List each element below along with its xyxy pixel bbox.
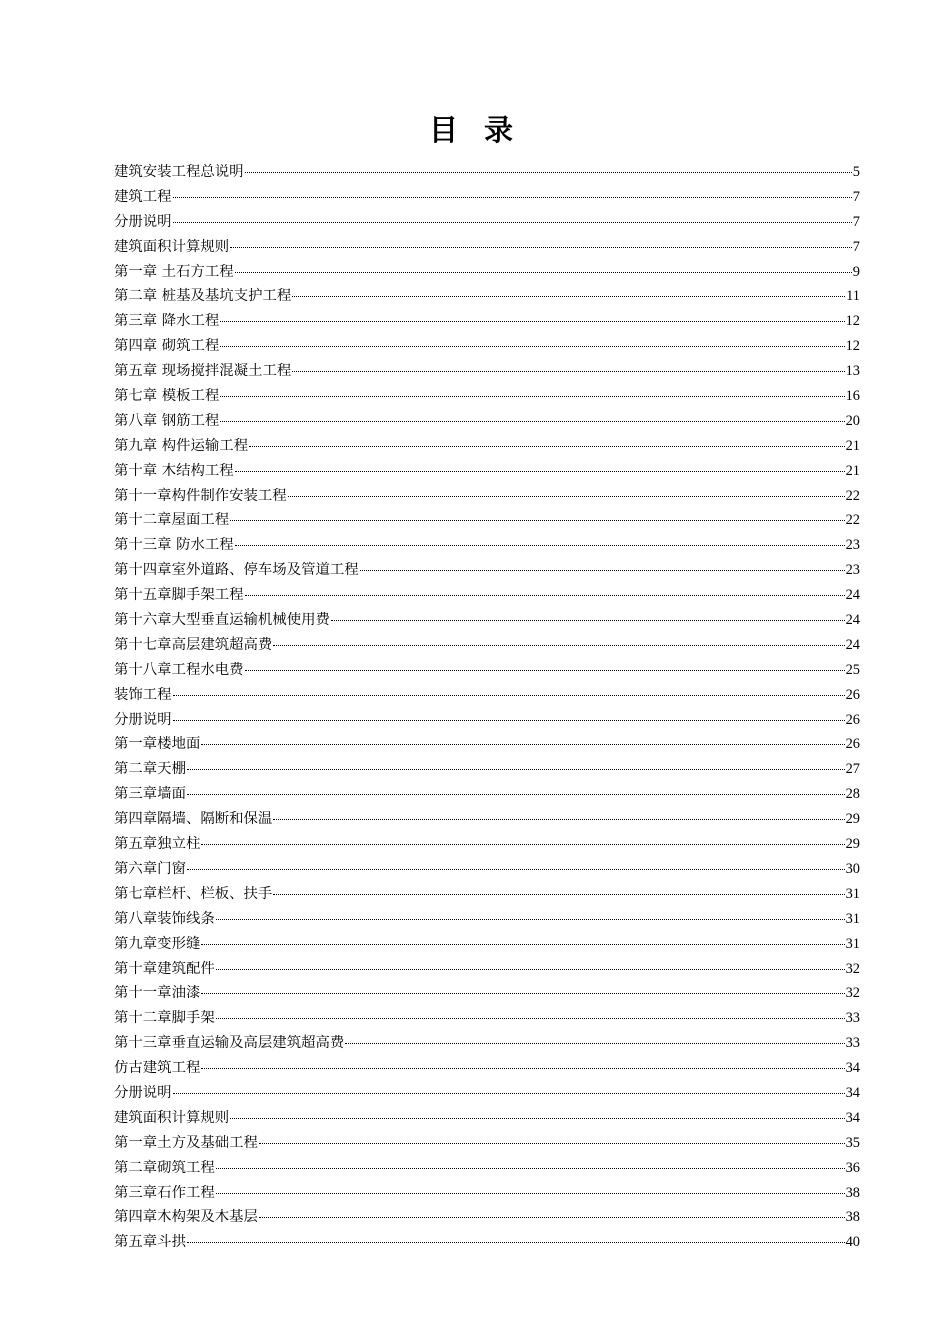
toc-entry-page-number: 24	[845, 612, 860, 629]
toc-entry-page-number: 5	[852, 164, 860, 180]
toc-dot-leader	[173, 1093, 845, 1094]
toc-entry[interactable]	[114, 782, 860, 807]
toc-entry[interactable]	[114, 508, 860, 533]
toc-entry-page-number: 36	[845, 1159, 860, 1176]
toc-entry[interactable]	[114, 409, 860, 434]
toc-entry[interactable]	[114, 1131, 860, 1156]
toc-entry-page-number: 32	[845, 960, 860, 977]
toc-dot-leader	[187, 769, 845, 770]
toc-entry-label: 第三章墙面	[114, 786, 186, 803]
toc-dot-leader	[187, 794, 845, 795]
toc-entry-page-number: 33	[845, 1010, 860, 1027]
toc-entry-label: 第十一章油漆	[114, 985, 201, 1002]
toc-entry[interactable]	[114, 334, 860, 359]
toc-entry-page-number: 24	[845, 587, 860, 604]
toc-dot-leader	[201, 1068, 844, 1069]
toc-entry-label: 分册说明	[114, 1084, 172, 1101]
toc-dot-leader	[230, 1118, 844, 1119]
toc-entry-label: 第九章 构件运输工程	[114, 437, 249, 454]
toc-entry-label: 第十章 木结构工程	[114, 462, 234, 479]
toc-dot-leader	[173, 197, 852, 198]
toc-dot-leader	[230, 247, 852, 248]
toc-entry-label: 第九章变形缝	[114, 935, 201, 952]
toc-entry[interactable]	[114, 1031, 860, 1056]
toc-entry-label: 第十二章屋面工程	[114, 512, 230, 529]
toc-entry-label: 第二章 桩基及基坑支护工程	[114, 288, 292, 305]
toc-entry-label: 分册说明	[114, 711, 172, 728]
toc-dot-leader	[235, 272, 852, 273]
toc-entry-page-number: 12	[845, 338, 860, 355]
toc-entry[interactable]	[114, 807, 860, 832]
toc-entry-page-number: 33	[845, 1035, 860, 1052]
toc-entry[interactable]	[114, 957, 860, 982]
toc-dot-leader	[235, 471, 845, 472]
toc-dot-leader	[216, 1168, 845, 1169]
toc-entry-page-number: 12	[845, 313, 860, 330]
toc-entry-page-number: 32	[845, 985, 860, 1002]
toc-entry-label: 第十三章垂直运输及高层建筑超高费	[114, 1035, 345, 1052]
toc-entry[interactable]	[114, 981, 860, 1006]
toc-dot-leader	[230, 520, 844, 521]
toc-entry[interactable]	[114, 1006, 860, 1031]
toc-entry-page-number: 38	[845, 1184, 860, 1201]
toc-entry-label: 第四章 砌筑工程	[114, 338, 220, 355]
toc-entry-page-number: 38	[845, 1209, 860, 1226]
toc-entry[interactable]	[114, 732, 860, 757]
toc-dot-leader	[201, 744, 844, 745]
toc-entry-page-number: 31	[845, 885, 860, 902]
toc-entry-page-number: 16	[845, 388, 860, 405]
toc-entry-page-number: 26	[845, 736, 860, 753]
toc-entry-page-number: 34	[845, 1060, 860, 1077]
toc-entry-label: 第十四章室外道路、停车场及管道工程	[114, 562, 359, 579]
toc-entry-label: 第五章独立柱	[114, 836, 201, 853]
toc-entry-label: 第二章砌筑工程	[114, 1159, 215, 1176]
toc-entry[interactable]	[114, 384, 860, 409]
toc-entry-label: 第六章门窗	[114, 860, 186, 877]
toc-entry-label: 第三章 降水工程	[114, 313, 220, 330]
toc-entry[interactable]	[114, 583, 860, 608]
toc-dot-leader	[220, 321, 844, 322]
toc-dot-leader	[173, 720, 845, 721]
toc-dot-leader	[216, 1193, 845, 1194]
toc-entry[interactable]	[114, 558, 860, 583]
toc-entry-label: 建筑安装工程总说明	[114, 164, 244, 180]
toc-entry-label: 第八章 钢筋工程	[114, 412, 220, 429]
toc-entry-page-number: 22	[845, 512, 860, 529]
toc-entry-label: 建筑工程	[114, 188, 172, 205]
toc-entry[interactable]	[114, 1181, 860, 1206]
toc-entry-label: 第十三章 防水工程	[114, 537, 234, 554]
toc-entry-label: 第十一章构件制作安装工程	[114, 487, 287, 504]
toc-dot-leader	[345, 1043, 844, 1044]
toc-entry[interactable]	[114, 284, 860, 309]
toc-entry[interactable]	[114, 434, 860, 459]
toc-dot-leader	[220, 396, 844, 397]
toc-entry[interactable]	[114, 1156, 860, 1181]
toc-dot-leader	[187, 869, 845, 870]
toc-dot-leader	[235, 545, 845, 546]
toc-entry-label: 第四章木构架及木基层	[114, 1209, 258, 1226]
toc-entry[interactable]	[114, 1081, 860, 1106]
toc-entry-page-number: 22	[845, 487, 860, 504]
toc-entry[interactable]	[114, 1056, 860, 1081]
toc-entry[interactable]	[114, 260, 860, 285]
toc-entry-label: 第五章斗拱	[114, 1234, 186, 1251]
toc-entry-label: 第一章土方及基础工程	[114, 1134, 258, 1151]
toc-entry-page-number: 34	[845, 1109, 860, 1126]
toc-entry-label: 第十章建筑配件	[114, 960, 215, 977]
toc-dot-leader	[216, 1018, 845, 1019]
toc-entry[interactable]	[114, 857, 860, 882]
toc-entry[interactable]	[114, 484, 860, 509]
toc-entry[interactable]	[114, 1205, 860, 1230]
toc-entry-page-number: 23	[845, 562, 860, 579]
toc-entry[interactable]	[114, 160, 860, 185]
toc-entry-page-number: 23	[845, 537, 860, 554]
toc-entry[interactable]	[114, 210, 860, 235]
toc-entry[interactable]	[114, 633, 860, 658]
toc-dot-leader	[292, 371, 844, 372]
toc-entry-label: 建筑面积计算规则	[114, 1109, 230, 1126]
toc-dot-leader	[201, 993, 844, 994]
toc-entry-label: 第七章栏杆、栏板、扶手	[114, 885, 273, 902]
toc-entry-label: 仿古建筑工程	[114, 1060, 201, 1077]
toc-entry-page-number: 24	[845, 636, 860, 653]
toc-entry[interactable]	[114, 832, 860, 857]
toc-dot-leader	[259, 1143, 845, 1144]
toc-dot-leader	[273, 645, 844, 646]
toc-dot-leader	[331, 620, 845, 621]
toc-dot-leader	[273, 819, 844, 820]
toc-entry[interactable]	[114, 235, 860, 260]
toc-entry-page-number: 20	[845, 412, 860, 429]
toc-dot-leader	[220, 421, 844, 422]
toc-dot-leader	[216, 919, 845, 920]
toc-entry-page-number: 35	[845, 1134, 860, 1151]
toc-entry-page-number: 9	[852, 263, 860, 280]
toc-dot-leader	[201, 944, 844, 945]
toc-entry[interactable]	[114, 683, 860, 708]
toc-entry-page-number: 26	[845, 686, 860, 703]
toc-dot-leader	[245, 595, 845, 596]
toc-dot-leader	[187, 1242, 845, 1243]
toc-entry-page-number: 7	[852, 238, 860, 255]
toc-entry-page-number: 7	[852, 188, 860, 205]
toc-entry[interactable]	[114, 907, 860, 932]
toc-entry-label: 第十七章高层建筑超高费	[114, 636, 273, 653]
toc-entry[interactable]	[114, 459, 860, 484]
toc-entry-page-number: 31	[845, 935, 860, 952]
toc-entry-label: 第十五章脚手架工程	[114, 587, 244, 604]
toc-entry-label: 第一章楼地面	[114, 736, 201, 753]
toc-dot-leader	[216, 969, 845, 970]
toc-entry-page-number: 29	[845, 836, 860, 853]
toc-entry-label: 第三章石作工程	[114, 1184, 215, 1201]
toc-entry-page-number: 11	[846, 288, 860, 305]
toc-dot-leader	[273, 894, 844, 895]
toc-entry-page-number: 29	[845, 811, 860, 828]
toc-dot-leader	[173, 222, 852, 223]
toc-entry[interactable]	[114, 533, 860, 558]
toc-entry-page-number: 30	[845, 860, 860, 877]
toc-entry-label: 第七章 模板工程	[114, 388, 220, 405]
toc-dot-leader	[249, 446, 845, 447]
toc-dot-leader	[201, 844, 844, 845]
toc-entry[interactable]	[114, 608, 860, 633]
toc-entry[interactable]	[114, 359, 860, 384]
toc-entry-label: 第十八章工程水电费	[114, 661, 244, 678]
toc-entry[interactable]	[114, 658, 860, 683]
toc-entry-page-number: 28	[845, 786, 860, 803]
toc-entry[interactable]	[114, 757, 860, 782]
toc-entry-page-number: 40	[845, 1234, 860, 1251]
toc-entry-page-number: 26	[845, 711, 860, 728]
toc-entry-page-number: 25	[845, 661, 860, 678]
toc-entry-label: 第十六章大型垂直运输机械使用费	[114, 612, 330, 629]
toc-entry-page-number: 27	[845, 761, 860, 778]
toc-entry[interactable]	[114, 708, 860, 733]
toc-entry-label: 第八章装饰线条	[114, 910, 215, 927]
toc-entry[interactable]	[114, 1106, 860, 1131]
toc-entry[interactable]	[114, 932, 860, 957]
toc-entry-page-number: 31	[845, 910, 860, 927]
toc-entry[interactable]	[114, 1230, 860, 1255]
toc-entry-page-number: 21	[845, 462, 860, 479]
toc-dot-leader	[173, 695, 845, 696]
toc-entry-label: 第一章 土石方工程	[114, 263, 234, 280]
toc-entry-label: 装饰工程	[114, 686, 172, 703]
toc-list	[114, 160, 860, 1255]
toc-dot-leader	[245, 670, 845, 671]
toc-entry[interactable]	[114, 882, 860, 907]
toc-entry-page-number: 34	[845, 1084, 860, 1101]
toc-entry-label: 建筑面积计算规则	[114, 238, 230, 255]
toc-entry-label: 第五章 现场搅拌混凝土工程	[114, 363, 292, 380]
toc-dot-leader	[245, 172, 852, 173]
toc-dot-leader	[220, 346, 844, 347]
toc-dot-leader	[259, 1217, 845, 1218]
toc-entry[interactable]	[114, 309, 860, 334]
toc-entry-page-number: 13	[845, 363, 860, 380]
toc-entry-label: 第四章隔墙、隔断和保温	[114, 811, 273, 828]
toc-entry[interactable]	[114, 185, 860, 210]
toc-entry-label: 分册说明	[114, 213, 172, 230]
toc-entry-label: 第十二章脚手架	[114, 1010, 215, 1027]
toc-entry-page-number: 7	[852, 213, 860, 230]
toc-dot-leader	[292, 296, 845, 297]
toc-dot-leader	[360, 570, 845, 571]
toc-dot-leader	[288, 496, 845, 497]
toc-entry-label: 第二章天棚	[114, 761, 186, 778]
toc-title: 目 录	[428, 113, 522, 147]
toc-entry-page-number: 21	[845, 437, 860, 454]
